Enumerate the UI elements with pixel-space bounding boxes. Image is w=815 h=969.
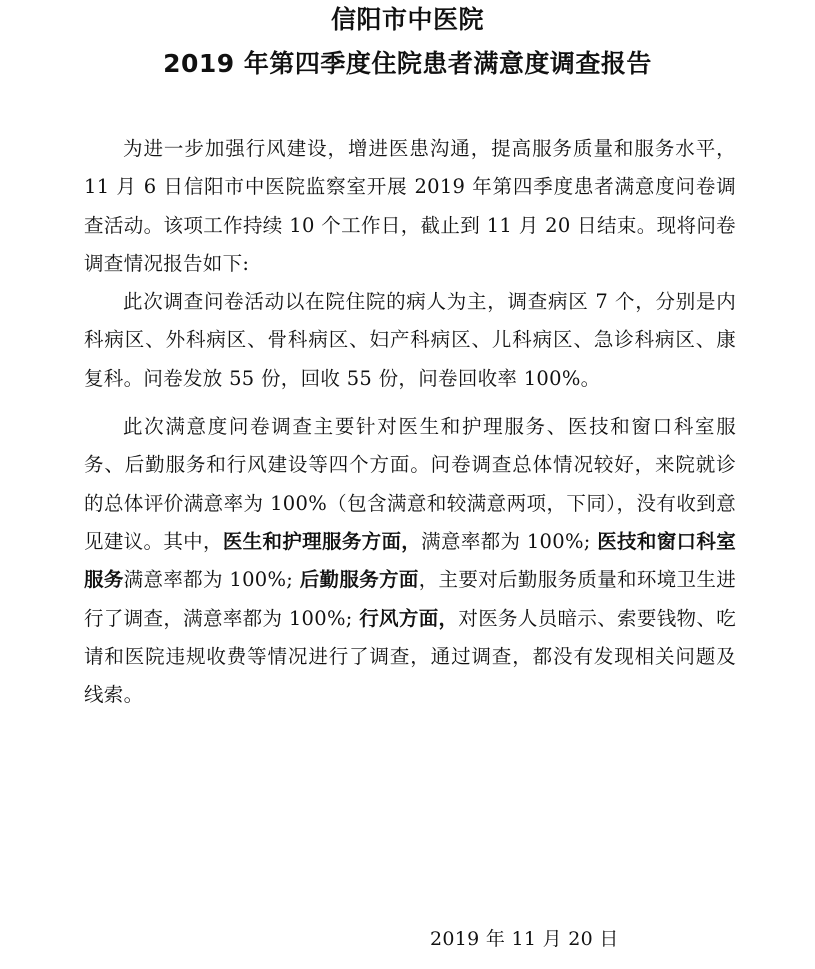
report-date: 2019 年 11 月 20 日 — [430, 928, 619, 950]
hospital-name: 信阳市中医院 — [330, 5, 484, 34]
paragraph-intro: 为进一步加强行风建设，增进医患沟通，提高服务质量和服务水平，11 月 6 日信阳市中医院监察室开展 2019 年第四季度患者满意度问卷调查活动。该项工作持续 10 个工作日，截止到 11 月 20 日结束。现将问卷调查情况报告如下: — [84, 137, 736, 275]
paragraph-survey-scope: 此次调查问卷活动以在院住院的病人为主，调查病区 7 个，分别是内科病区、外科病区、骨科病区、妇产科病区、儿科病区、急诊科病区、康复科。问卷发放 55 份，回收 55 份，问卷回收率 100%。 — [84, 290, 736, 390]
paragraph-survey-results — [84, 408, 736, 714]
results-text-5: 对医务人员暗示、索要钱物、吃请和医院违规收费等情况进行了调查，通过调查，都没有发现相关问题及线索。 — [84, 606, 736, 707]
heading-logistics: 后勤服务方面 — [299, 568, 419, 592]
heading-medtech-window: 医技和窗口科室服务 — [84, 529, 736, 592]
results-text-4: ，主要对后勤服务质量和环境卫生进行了调查，满意率都为 100%; — [84, 568, 736, 630]
heading-doctor-nursing: 医生和护理服务方面， — [222, 529, 422, 553]
results-text-1: 此次满意度问卷调查主要针对医生和护理服务、医技和窗口科室服务、后勤服务和行风建设等四个方面。问卷调查总体情况较好，来院就诊的总体评价满意率为 100%（包含满意和较满意两项，下同），没有收到意见建议。其中， — [84, 415, 736, 553]
heading-conduct: 行风方面， — [359, 606, 459, 630]
report-title: 2019 年第四季度住院患者满意度调查报告 — [163, 49, 652, 78]
report-body — [84, 130, 736, 714]
results-text-3: 满意率都为 100%; — [123, 568, 300, 592]
results-text-2: 满意率都为 100%; — [421, 529, 598, 553]
